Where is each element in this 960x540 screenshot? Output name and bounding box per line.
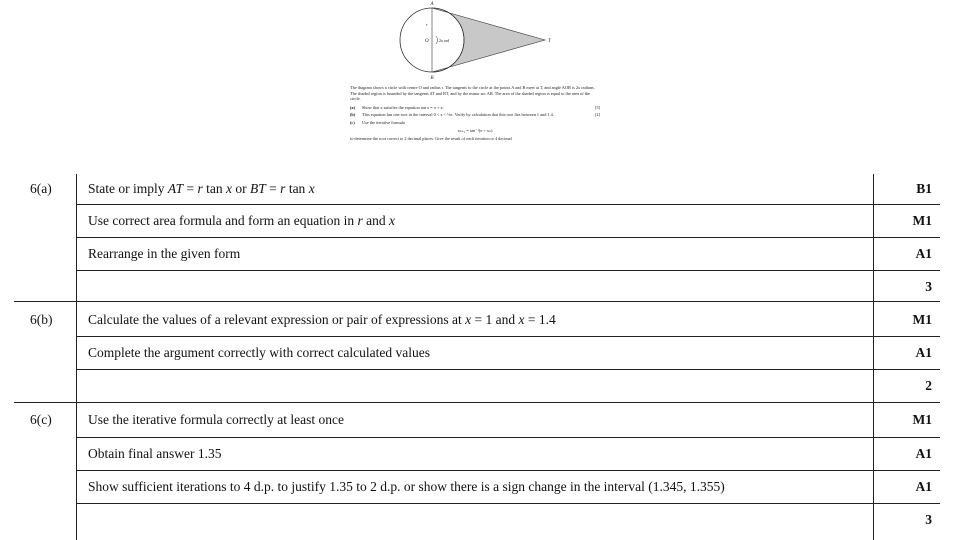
row-divider: [76, 503, 940, 504]
label-angle: 2x rad: [439, 38, 450, 43]
mark-code: M1: [912, 312, 932, 327]
row-divider: [76, 437, 940, 438]
label-a: A: [430, 2, 434, 7]
question-label-6b: 6(b): [30, 312, 53, 327]
angle-arc: [436, 36, 438, 44]
mark-code: M1: [912, 412, 932, 427]
section-total: 2: [925, 378, 932, 393]
mark-code: A1: [915, 345, 932, 360]
mark-code: A1: [915, 479, 932, 494]
row-divider: [76, 336, 940, 337]
label-b: B: [430, 76, 434, 81]
mark-code: M1: [912, 213, 932, 228]
question-part-a: (a) Show that x satisfies the equation tan x = π + x. [3]: [350, 104, 600, 110]
criterion-text: Complete the argument correctly with correct calculated values: [88, 345, 430, 360]
section-total: 3: [925, 279, 932, 294]
circle-tangent-diagram: [340, 0, 605, 85]
question-excerpt: [340, 0, 605, 176]
section-divider: [14, 301, 940, 302]
question-column-divider: [76, 174, 77, 540]
question-part-c: (c) Use the iterative formula: [350, 119, 405, 125]
criterion-text: Calculate the values of a relevant expression or pair of expressions at x = 1 and x = 1.4: [88, 312, 556, 327]
marks-column-divider: [873, 174, 874, 540]
question-last-line: to determine the root correct to 2 decimal places. Give the result of each iteration to 4 decimal: [350, 136, 512, 142]
question-label-6a: 6(a): [30, 181, 52, 196]
question-label-6c: 6(c): [30, 412, 52, 427]
section-total: 3: [925, 512, 932, 527]
mark-code: A1: [915, 246, 932, 261]
label-r: r: [426, 22, 428, 27]
question-text: [350, 85, 600, 145]
criterion-text: Use correct area formula and form an equation in r and x: [88, 213, 396, 228]
question-part-b: (b) This equation has one root in the interval 0 < x < ½π. Verify by calculation that this root lies between 1 and 1.4. [2]: [350, 112, 600, 118]
label-t: T: [548, 39, 551, 44]
section-divider: [14, 402, 940, 403]
criterion-text: State or imply AT = r tan x or BT = r tan x: [88, 181, 315, 196]
label-o: O: [425, 39, 429, 44]
question-intro: The diagram shows a circle with centre O and radius r. The tangents to the circle at the points A and B meet at T, and angle AOB is 2x radians. The shaded region is bounded by the tangents AT and BT, and by the minor arc AB. The area of the shaded region is equal to the area of the circle.: [350, 85, 595, 102]
mark-scheme-table: [0, 174, 960, 540]
iterative-formula: xₙ₊₁ = tan⁻¹(π + xₙ): [457, 127, 493, 133]
row-divider: [76, 204, 940, 205]
criterion-text: Rearrange in the given form: [88, 246, 241, 261]
row-divider: [76, 470, 940, 471]
criterion-text: Use the iterative formula correctly at least once: [88, 412, 345, 427]
row-divider: [76, 369, 940, 370]
row-divider: [76, 270, 940, 271]
criterion-text: Obtain final answer 1.35: [88, 446, 222, 461]
criterion-text: Show sufficient iterations to 4 d.p. to justify 1.35 to 2 d.p. or show there is a sign change in the interval (1.345, 1.355): [88, 479, 725, 494]
row-divider: [76, 237, 940, 238]
mark-code: A1: [915, 446, 932, 461]
mark-code: B1: [916, 181, 932, 196]
